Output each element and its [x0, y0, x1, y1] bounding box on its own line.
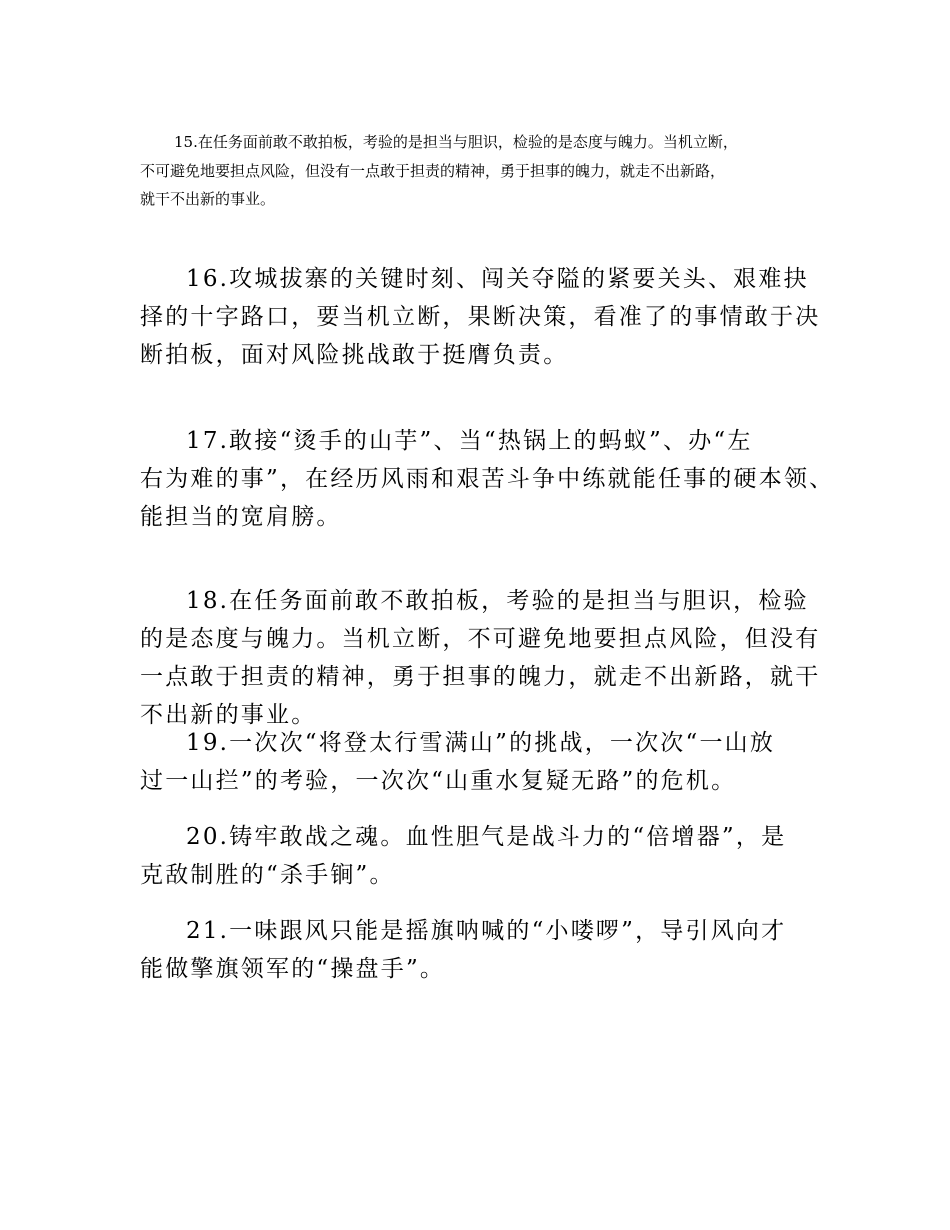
paragraph-line: 能做擎旗领军的“操盘手”。 [140, 956, 446, 982]
paragraph-15 [140, 128, 840, 214]
paragraph-16 [140, 260, 820, 374]
paragraph-line: 断拍板，面对风险挑战敢于挺膺负责。 [140, 342, 569, 368]
paragraph-line: 18.在任务面前敢不敢拍板，考验的是担当与胆识，检验 [186, 588, 809, 614]
paragraph-19 [140, 724, 820, 800]
paragraph-18 [140, 582, 820, 734]
paragraph-line: 不可避免地要担点风险，但没有一点敢于担责的精神，勇于担事的魄力，就走不出新路， [140, 161, 726, 180]
paragraph-17 [140, 422, 835, 536]
paragraph-line: 的是态度与魄力。当机立断，不可避免地要担点风险，但没有 [140, 626, 821, 652]
paragraph-line: 能担当的宽肩膀。 [140, 504, 342, 530]
paragraph-line: 一点敢于担责的精神，勇于担事的魄力，就走不出新路，就干 [140, 664, 821, 690]
paragraph-20 [140, 818, 820, 894]
paragraph-line: 不出新的事业。 [140, 702, 317, 728]
paragraph-line: 21.一味跟风只能是摇旗呐喊的“小喽啰”，导引风向才 [186, 918, 787, 944]
paragraph-line: 15.在任务面前敢不敢拍板，考验的是担当与胆识，检验的是态度与魄力。当机立断， [174, 133, 738, 151]
paragraph-line: 克敌制胜的“杀手锏”。 [140, 862, 395, 888]
paragraph-line: 16.攻城拔寨的关键时刻、闯关夺隘的紧要关头、艰难抉 [186, 266, 809, 292]
paragraph-line: 17.敢接“烫手的山芋”、当“热锅上的蚂蚁”、办“左 [186, 428, 753, 454]
paragraph-line: 就干不出新的事业。 [140, 190, 276, 208]
paragraph-21 [140, 912, 820, 988]
paragraph-line: 择的十字路口，要当机立断，果断决策，看准了的事情敢于决 [140, 304, 821, 330]
paragraph-line: 过一山拦”的考验，一次次“山重水复疑无路”的危机。 [140, 768, 737, 794]
paragraph-line: 20.铸牢敢战之魂。血性胆气是战斗力的“倍增器”，是 [186, 824, 787, 850]
paragraph-line: 19.一次次“将登太行雪满山”的挑战，一次次“一山放 [186, 730, 776, 756]
paragraph-line: 右为难的事”，在经历风雨和艰苦斗争中练就能任事的硬本领、 [140, 466, 835, 492]
